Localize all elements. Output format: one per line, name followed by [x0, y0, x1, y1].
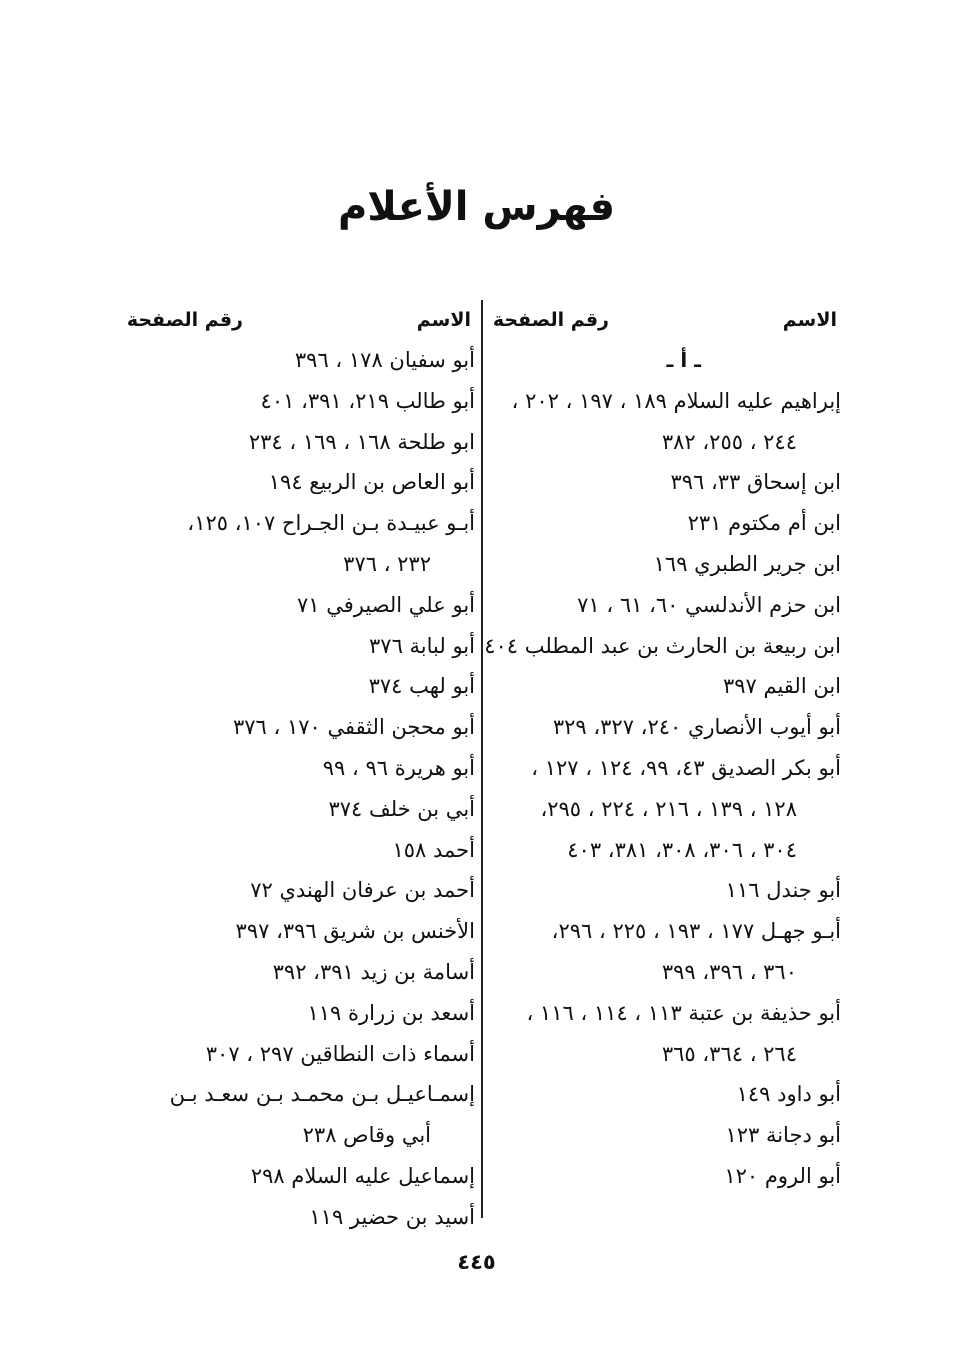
entry-text: أبو لهب ٣٧٤: [368, 674, 475, 699]
entry-continuation: ٢٣٢ ، ٣٧٦: [343, 551, 431, 576]
index-entry: [481, 626, 841, 667]
column-header: [125, 300, 475, 340]
index-entry: [125, 707, 475, 748]
entry-continuation: أبي وقاص ٢٣٨: [302, 1123, 431, 1148]
header-name: الاسم: [416, 309, 471, 331]
index-entry: [481, 748, 841, 870]
index-column-left: [125, 300, 475, 1238]
index-entry: [481, 707, 841, 748]
index-column-right: [481, 300, 841, 1197]
index-entry: [481, 544, 841, 585]
entry-text: ابن أم مكتوم ٢٣١: [687, 511, 841, 536]
entry-text: أبـو عبيـدة بـن الجـراح ١٠٧، ١٢٥،: [187, 511, 475, 536]
entry-text: أسماء ذات النطاقين ٢٩٧ ، ٣٠٧: [205, 1041, 475, 1066]
index-entry: [481, 1115, 841, 1156]
entry-text: أبو أيوب الأنصاري ٢٤٠، ٣٢٧، ٣٢٩: [552, 715, 841, 740]
index-entry: [125, 870, 475, 911]
entry-text: ابو طلحة ١٦٨ ، ١٦٩ ، ٢٣٤: [248, 429, 475, 454]
entry-text: أبي بن خلف ٣٧٤: [328, 796, 475, 821]
entry-continuation: ١٢٨ ، ١٣٩ ، ٢١٦ ، ٢٢٤ ، ٢٩٥،: [540, 796, 797, 821]
column-header: [481, 300, 841, 340]
entry-text: أسعد بن زرارة ١١٩: [307, 1000, 475, 1025]
entry-list: [125, 340, 475, 1238]
entry-text: أحمد ١٥٨: [392, 837, 475, 862]
index-entry: [125, 503, 475, 585]
page-number: ٤٤٥: [457, 1250, 496, 1274]
index-entry: [481, 993, 841, 1075]
entry-continuation: ٣٦٠ ، ٣٩٦، ٣٩٩: [661, 959, 797, 984]
index-entry: [481, 666, 841, 707]
index-entry: [125, 1156, 475, 1197]
index-entry: [125, 422, 475, 463]
index-entry: [481, 585, 841, 626]
entry-text: الأخنس بن شريق ٣٩٦، ٣٩٧: [235, 919, 475, 944]
index-entry: [125, 911, 475, 952]
entry-text: أبو العاص بن الربيع ١٩٤: [268, 470, 475, 495]
index-entry: [481, 1156, 841, 1197]
index-entry: [125, 340, 475, 381]
header-name: الاسم: [782, 309, 837, 331]
index-entry: [481, 462, 841, 503]
index-entry: [125, 1074, 475, 1156]
page-title: فهرس الأعلام: [337, 184, 616, 230]
index-entry: [125, 626, 475, 667]
section-letter: ـ أ ـ: [666, 348, 701, 372]
entry-text: ابن القيم ٣٩٧: [722, 674, 841, 699]
index-entry: [481, 503, 841, 544]
index-entry: [125, 1197, 475, 1238]
index-entry: [481, 1074, 841, 1115]
entry-text: أسيد بن حضير ١١٩: [309, 1204, 475, 1229]
entry-text: ابن حزم الأندلسي ٦٠، ٦١ ، ٧١: [577, 592, 841, 617]
entry-text: أسامة بن زيد ٣٩١، ٣٩٢: [272, 959, 475, 984]
index-entry: [481, 381, 841, 463]
entry-text: إسماعيل عليه السلام ٢٩٨: [250, 1163, 475, 1188]
entry-continuation: ٢٦٤ ، ٣٦٤، ٣٦٥: [661, 1041, 797, 1066]
entry-text: إسمـاعيـل بـن محمـد بـن سعـد بـن: [169, 1082, 475, 1107]
entry-continuation: ٢٤٤ ، ٢٥٥، ٣٨٢: [661, 429, 797, 454]
entry-text: أبو الروم ١٢٠: [724, 1163, 841, 1188]
index-entry: [125, 830, 475, 871]
index-entry: [125, 789, 475, 830]
entry-text: أبو بكر الصديق ٤٣، ٩٩، ١٢٤ ، ١٢٧ ،: [531, 755, 841, 780]
index-entry: [481, 911, 841, 993]
entry-text: أبو هريرة ٩٦ ، ٩٩: [322, 755, 475, 780]
header-page-number: رقم الصفحة: [492, 309, 609, 331]
entry-text: أبو محجن الثقفي ١٧٠ ، ٣٧٦: [232, 715, 475, 740]
entry-text: أبـو جهـل ١٧٧ ، ١٩٣ ، ٢٢٥ ، ٢٩٦،: [551, 919, 841, 944]
index-entry: [125, 462, 475, 503]
entry-text: أبو دجانة ١٢٣: [725, 1123, 841, 1148]
entry-text: أبو جندل ١١٦: [725, 878, 841, 903]
entry-text: أبو داود ١٤٩: [736, 1082, 841, 1107]
entry-text: أحمد بن عرفان الهندي ٧٢: [250, 878, 475, 903]
index-entry: [125, 381, 475, 422]
header-page-number: رقم الصفحة: [126, 309, 243, 331]
entry-text: أبو علي الصيرفي ٧١: [296, 592, 475, 617]
entry-text: أبو سفيان ١٧٨ ، ٣٩٦: [294, 348, 475, 372]
index-entry: [125, 748, 475, 789]
entry-text: ابن ربيعة بن الحارث بن عبد المطلب ٤٠٤: [484, 633, 841, 658]
entry-text: ابن إسحاق ٣٣، ٣٩٦: [670, 470, 841, 495]
index-entry: [125, 993, 475, 1034]
entry-text: أبو طالب ٢١٩، ٣٩١، ٤٠١: [260, 388, 475, 413]
entry-text: إبراهيم عليه السلام ١٨٩ ، ١٩٧ ، ٢٠٢ ،: [511, 388, 841, 413]
entry-text: ابن جرير الطبري ١٦٩: [653, 551, 841, 576]
entry-text: أبو لبابة ٣٧٦: [369, 633, 475, 658]
index-entry: [125, 952, 475, 993]
index-entry: [125, 585, 475, 626]
index-entry: [125, 1034, 475, 1075]
index-entry: [481, 870, 841, 911]
entry-text: أبو حذيفة بن عتبة ١١٣ ، ١١٤ ، ١١٦ ،: [526, 1000, 841, 1025]
column-divider: [481, 300, 483, 1218]
index-entry: [125, 666, 475, 707]
entry-continuation: ٣٠٤ ، ٣٠٦، ٣٠٨، ٣٨١، ٤٠٣: [567, 837, 797, 862]
entry-list: [481, 381, 841, 1197]
